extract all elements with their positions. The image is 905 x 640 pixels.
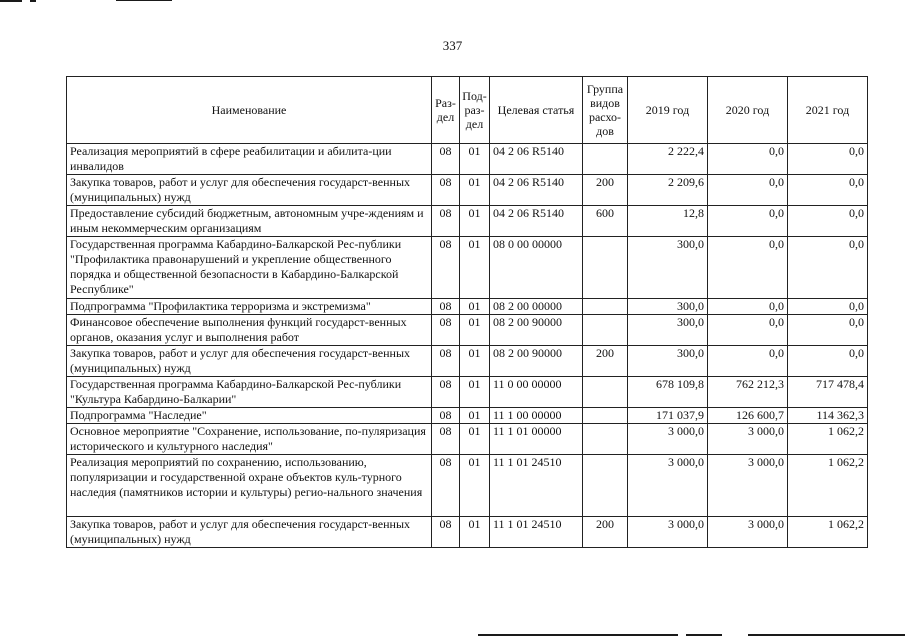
row-subsection: 01 — [460, 455, 490, 517]
row-expense-group — [583, 455, 628, 517]
row-expense-group — [583, 299, 628, 315]
scan-artifact-top-rule — [116, 0, 172, 1]
header-target-article: Целевая статья — [490, 77, 583, 144]
row-section: 08 — [432, 377, 460, 408]
row-name: Реализация мероприятий в сфере реабилитации и абилита-ции инвалидов — [67, 144, 432, 175]
row-expense-group: 200 — [583, 517, 628, 548]
header-name: Наименование — [67, 77, 432, 144]
row-value-2021: 0,0 — [788, 346, 868, 377]
row-value-2021: 0,0 — [788, 299, 868, 315]
row-expense-group — [583, 377, 628, 408]
row-target-article: 04 2 06 R5140 — [490, 175, 583, 206]
row-target-article: 11 1 01 00000 — [490, 424, 583, 455]
row-value-2021: 0,0 — [788, 237, 868, 299]
row-value-2019: 3 000,0 — [628, 424, 708, 455]
row-value-2020: 3 000,0 — [708, 424, 788, 455]
row-subsection: 01 — [460, 346, 490, 377]
row-value-2020: 126 600,7 — [708, 408, 788, 424]
page-number: 337 — [442, 38, 463, 53]
scan-artifact-bottom-rule-3 — [748, 634, 905, 636]
table-row — [67, 408, 868, 424]
table-row — [67, 237, 868, 299]
row-name: Предоставление субсидий бюджетным, автономным учре-ждениям и иным некоммерческим организациям — [67, 206, 432, 237]
row-value-2019: 12,8 — [628, 206, 708, 237]
row-name: Закупка товаров, работ и услуг для обеспечения государст-венных (муниципальных) нужд — [67, 517, 432, 548]
table-row — [67, 175, 868, 206]
row-value-2019: 300,0 — [628, 299, 708, 315]
row-value-2019: 300,0 — [628, 315, 708, 346]
row-name: Закупка товаров, работ и услуг для обеспечения государст-венных (муниципальных) нужд — [67, 346, 432, 377]
row-expense-group — [583, 408, 628, 424]
row-subsection: 01 — [460, 299, 490, 315]
row-target-article: 11 1 00 00000 — [490, 408, 583, 424]
row-section: 08 — [432, 517, 460, 548]
row-expense-group: 600 — [583, 206, 628, 237]
table-header-row — [67, 77, 868, 144]
row-expense-group — [583, 315, 628, 346]
row-section: 08 — [432, 237, 460, 299]
header-expense-group: Группа видов расхо-дов — [583, 77, 628, 144]
row-expense-group — [583, 237, 628, 299]
row-value-2019: 300,0 — [628, 346, 708, 377]
row-value-2020: 0,0 — [708, 144, 788, 175]
row-value-2021: 0,0 — [788, 315, 868, 346]
scan-artifact-bottom-rule-2 — [686, 634, 722, 636]
row-name: Подпрограмма "Наследие" — [67, 408, 432, 424]
table-row — [67, 455, 868, 517]
table-row — [67, 206, 868, 237]
table-row — [67, 346, 868, 377]
row-value-2019: 3 000,0 — [628, 517, 708, 548]
row-value-2020: 3 000,0 — [708, 455, 788, 517]
row-value-2019: 2 209,6 — [628, 175, 708, 206]
row-target-article: 08 2 00 90000 — [490, 346, 583, 377]
row-expense-group — [583, 424, 628, 455]
row-value-2019: 171 037,9 — [628, 408, 708, 424]
row-section: 08 — [432, 144, 460, 175]
scan-artifact-top-left — [0, 0, 22, 2]
row-value-2020: 0,0 — [708, 346, 788, 377]
row-expense-group: 200 — [583, 175, 628, 206]
row-value-2019: 3 000,0 — [628, 455, 708, 517]
row-subsection: 01 — [460, 175, 490, 206]
row-subsection: 01 — [460, 144, 490, 175]
row-name: Реализация мероприятий по сохранению, использованию, популяризации и государственной охране объектов куль-турного наследия (памятников истории и культуры) регио-нального значения — [67, 455, 432, 517]
row-target-article: 04 2 06 R5140 — [490, 206, 583, 237]
row-value-2020: 3 000,0 — [708, 517, 788, 548]
row-name: Финансовое обеспечение выполнения функций государст-венных органов, оказания услуг и выполнения работ — [67, 315, 432, 346]
row-subsection: 01 — [460, 237, 490, 299]
row-section: 08 — [432, 175, 460, 206]
row-value-2019: 300,0 — [628, 237, 708, 299]
table-row — [67, 517, 868, 548]
header-2019: 2019 год — [628, 77, 708, 144]
row-target-article: 11 0 00 00000 — [490, 377, 583, 408]
header-section: Раз-дел — [432, 77, 460, 144]
row-value-2020: 0,0 — [708, 299, 788, 315]
row-subsection: 01 — [460, 206, 490, 237]
row-section: 08 — [432, 346, 460, 377]
row-value-2021: 1 062,2 — [788, 517, 868, 548]
row-subsection: 01 — [460, 315, 490, 346]
table-row — [67, 144, 868, 175]
row-expense-group — [583, 144, 628, 175]
row-name: Государственная программа Кабардино-Балкарской Рес-публики "Культура Кабардино-Балкарии" — [67, 377, 432, 408]
scan-artifact-top-left-dot — [30, 0, 36, 2]
row-value-2021: 1 062,2 — [788, 424, 868, 455]
row-value-2021: 0,0 — [788, 175, 868, 206]
table-row — [67, 377, 868, 408]
row-value-2021: 1 062,2 — [788, 455, 868, 517]
row-name: Государственная программа Кабардино-Балкарской Рес-публики "Профилактика правонарушений и укрепление общественного порядка и общественной безопасности в Кабардино-Балкарской Республике" — [67, 237, 432, 299]
row-target-article: 08 0 00 00000 — [490, 237, 583, 299]
table-row — [67, 299, 868, 315]
row-name: Основное мероприятие "Сохранение, использование, по-пуляризация исторического и культурного наследия" — [67, 424, 432, 455]
row-target-article: 11 1 01 24510 — [490, 517, 583, 548]
row-value-2020: 762 212,3 — [708, 377, 788, 408]
row-value-2019: 678 109,8 — [628, 377, 708, 408]
row-value-2020: 0,0 — [708, 175, 788, 206]
row-target-article: 04 2 06 R5140 — [490, 144, 583, 175]
table-row — [67, 315, 868, 346]
row-section: 08 — [432, 206, 460, 237]
row-value-2021: 114 362,3 — [788, 408, 868, 424]
scan-artifact-bottom-rule — [478, 634, 678, 636]
header-subsection: Под-раз-дел — [460, 77, 490, 144]
header-2020: 2020 год — [708, 77, 788, 144]
row-value-2020: 0,0 — [708, 206, 788, 237]
row-subsection: 01 — [460, 424, 490, 455]
row-name: Закупка товаров, работ и услуг для обеспечения государст-венных (муниципальных) нужд — [67, 175, 432, 206]
row-value-2020: 0,0 — [708, 237, 788, 299]
row-value-2021: 717 478,4 — [788, 377, 868, 408]
row-section: 08 — [432, 315, 460, 346]
row-value-2021: 0,0 — [788, 144, 868, 175]
row-section: 08 — [432, 299, 460, 315]
row-section: 08 — [432, 408, 460, 424]
row-target-article: 11 1 01 24510 — [490, 455, 583, 517]
row-target-article: 08 2 00 00000 — [490, 299, 583, 315]
table-row — [67, 424, 868, 455]
row-subsection: 01 — [460, 408, 490, 424]
row-target-article: 08 2 00 90000 — [490, 315, 583, 346]
header-2021: 2021 год — [788, 77, 868, 144]
row-expense-group: 200 — [583, 346, 628, 377]
row-value-2020: 0,0 — [708, 315, 788, 346]
row-subsection: 01 — [460, 517, 490, 548]
row-name: Подпрограмма "Профилактика терроризма и экстремизма" — [67, 299, 432, 315]
row-value-2021: 0,0 — [788, 206, 868, 237]
budget-table — [66, 76, 868, 548]
row-value-2019: 2 222,4 — [628, 144, 708, 175]
row-section: 08 — [432, 455, 460, 517]
row-section: 08 — [432, 424, 460, 455]
row-subsection: 01 — [460, 377, 490, 408]
